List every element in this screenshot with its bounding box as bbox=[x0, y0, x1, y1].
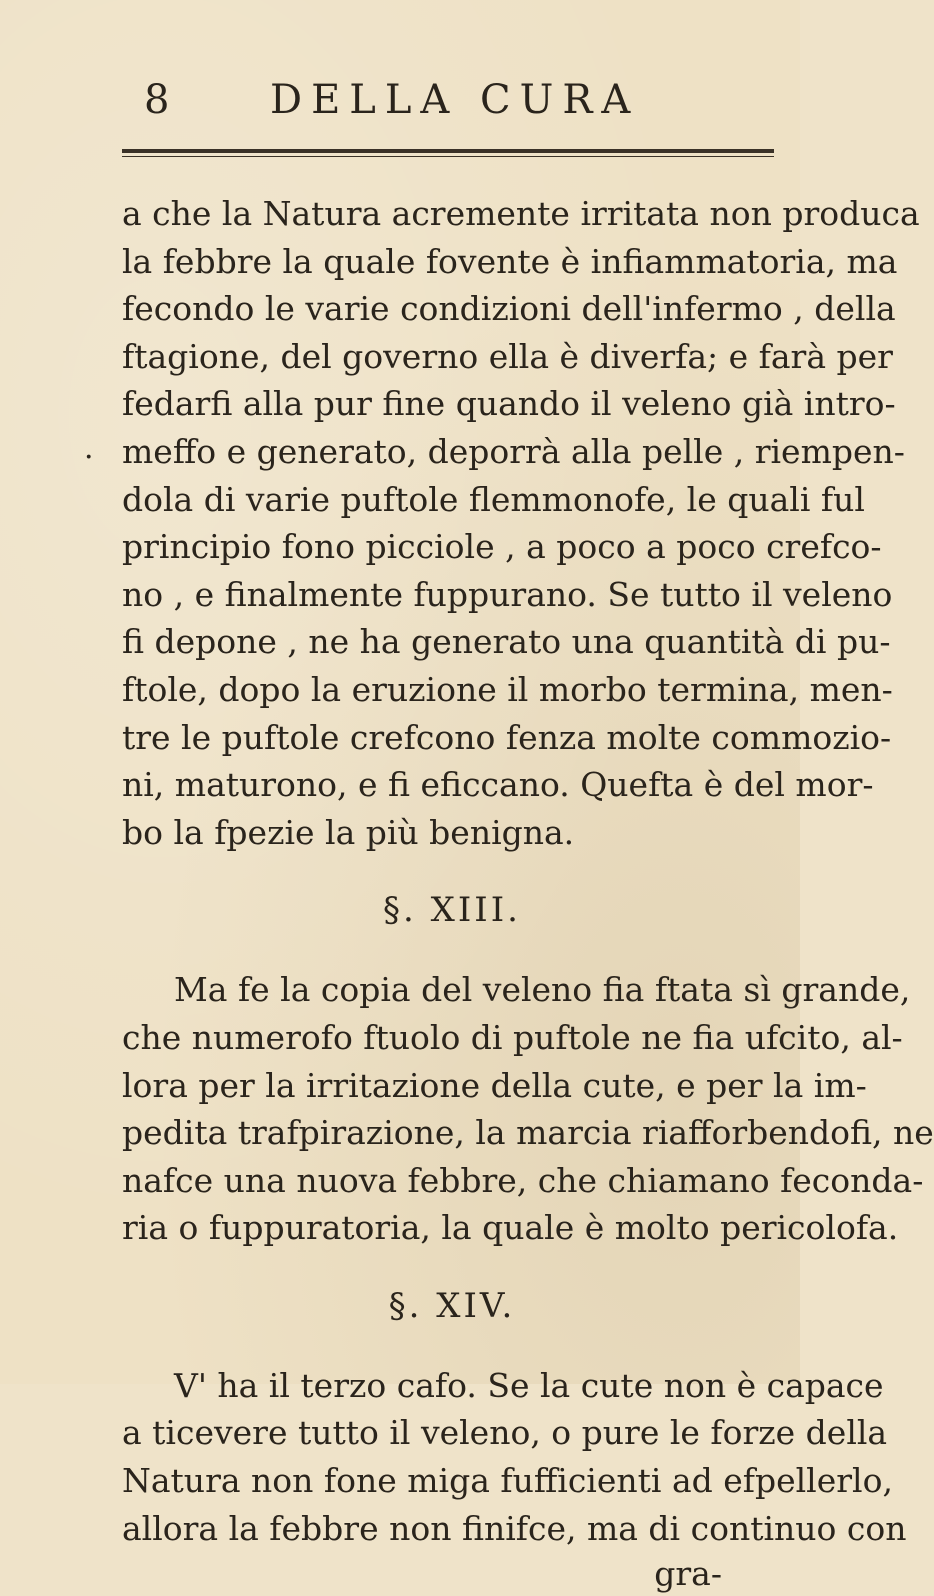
paragraph-2 bbox=[122, 966, 934, 1252]
catchword: gra- bbox=[654, 1554, 722, 1594]
text-line: ftole, dopo la eruzione il morbo termina, men- bbox=[122, 669, 893, 709]
margin-mark: · bbox=[84, 440, 94, 475]
text-line: ni, maturono, e fi eficcano. Quefta è del mor- bbox=[122, 765, 874, 805]
text-line: dola di varie puftole flemmonofe, le quali ful bbox=[122, 479, 865, 519]
text-line: che numerofo ftuolo di puftole ne fia ufcito, al- bbox=[122, 1017, 903, 1057]
text-line: bo la fpezie la più benigna. bbox=[122, 812, 575, 852]
text-line: meffo e generato, deporrà alla pelle , riempen- bbox=[122, 431, 905, 471]
text-line: a che la Natura acremente irritata non produca bbox=[122, 194, 920, 233]
paragraph-3 bbox=[122, 1362, 907, 1552]
running-title: DELLA CURA bbox=[270, 77, 640, 123]
text-line: no , e finalmente fuppurano. Se tutto il veleno bbox=[122, 574, 893, 614]
section-heading-xiii: §. XIII. bbox=[383, 890, 521, 931]
text-line: ftagione, del governo ella è diverfa; e farà per bbox=[122, 336, 893, 376]
running-head bbox=[120, 74, 680, 126]
text-line: nafce una nuova febbre, che chiamano feconda- bbox=[122, 1160, 924, 1200]
paragraph-1 bbox=[122, 190, 920, 856]
page-number: 8 bbox=[144, 77, 170, 123]
text-line: la febbre la quale fovente è infiammatoria, ma bbox=[122, 241, 898, 281]
text-line: fedarfi alla pur fine quando il veleno già intro- bbox=[122, 384, 896, 424]
text-line: pedita trafpirazione, la marcia riafforbendofi, ne bbox=[122, 1113, 934, 1153]
text-line: fi depone , ne ha generato una quantità di pu- bbox=[122, 622, 891, 662]
text-line: V' ha il terzo cafo. Se la cute non è capace bbox=[174, 1365, 884, 1405]
text-line: lora per la irritazione della cute, e per la im- bbox=[122, 1065, 867, 1105]
header-rule-thin bbox=[122, 156, 774, 157]
body-text bbox=[122, 190, 934, 1596]
header-rule-thick bbox=[122, 149, 774, 153]
text-line: ria o fuppuratoria, la quale è molto pericolofa. bbox=[122, 1208, 899, 1248]
text-line: fecondo le varie condizioni dell'infermo , della bbox=[122, 289, 896, 329]
text-line: Ma fe la copia del veleno fia ftata sì grande, bbox=[174, 970, 911, 1010]
text-line: Natura non fone miga fufficienti ad efpellerlo, bbox=[122, 1461, 893, 1501]
text-line: allora la febbre non finifce, ma di continuo con bbox=[122, 1508, 907, 1548]
text-line: principio fono picciole , a poco a poco crefco- bbox=[122, 527, 882, 567]
text-line: tre le puftole crefcono fenza molte commozio- bbox=[122, 717, 892, 757]
text-line: a ticevere tutto il veleno, o pure le forze della bbox=[122, 1413, 888, 1453]
section-heading-xiv: §. XIV. bbox=[388, 1285, 516, 1326]
